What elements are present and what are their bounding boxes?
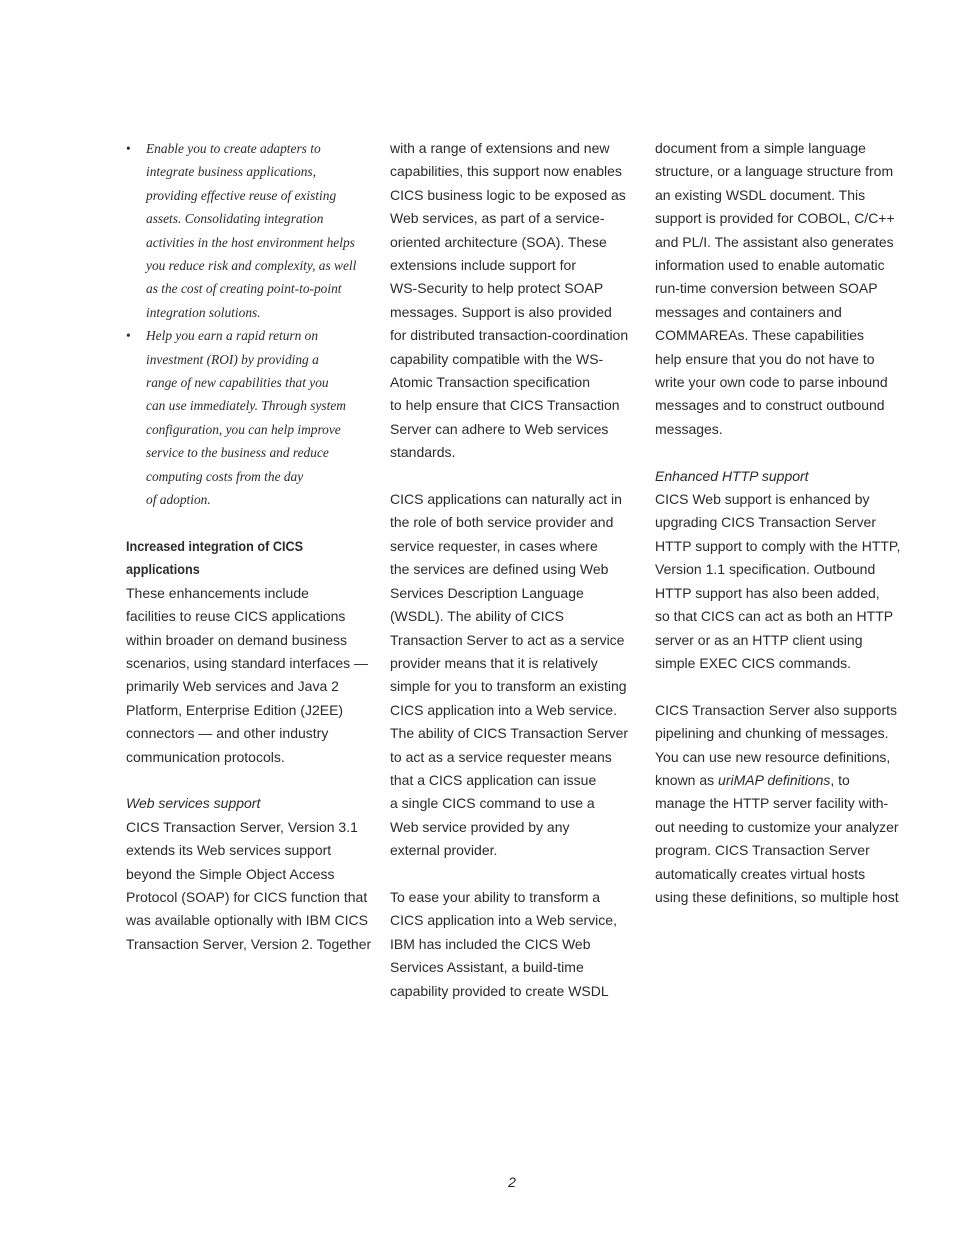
benefits-bullet-list: [126, 137, 374, 512]
bullet-item: [126, 137, 374, 324]
column-3: [655, 137, 905, 909]
section-paragraph: These enhancements include facilities to reuse CICS applications within broader on demand business scenarios, using standard interfaces — primarily Web services and Java 2 Platform, Enterprise Edition (J2EE) connectors — and other industry communication protocols.: [126, 584, 369, 765]
web-services-heading: Web services support: [126, 795, 261, 812]
bullet-dot-icon: •: [126, 141, 131, 156]
page-number: 2: [508, 1174, 516, 1190]
urimap-term: uriMAP definitions: [718, 771, 831, 788]
paragraph-text: CICS Transaction Server also supports pipelining and chunking of messages. You can use new resource definitions, known as: [655, 701, 897, 788]
column-1: [126, 137, 374, 956]
paragraph: document from a simple language structure, or a language structure from an existing WSDL document. This support is provided for COBOL, C/C++ and PL/I. The assistant also generates information used to enable automatic run-time conversion between SOAP messages and containers and COMMAREAs. These capabilities help ensure that you do not have to write your own code to parse inbound messages and to construct outbound messages.: [655, 140, 895, 437]
http-support-paragraph: CICS Web support is enhanced by upgrading CICS Transaction Server HTTP support to comply with the HTTP, Version 1.1 specification. Outbound HTTP support has also been added, so that CICS can act as both an HTTP server or as an HTTP client using simple EXEC CICS commands.: [655, 491, 901, 671]
paragraph: CICS applications can naturally act in the role of both service provider and service requester, in cases where the services are defined using Web Services Description Language (WSDL). The ability of CICS Transaction Server to act as a service provider means that it is relatively simple for you to transform an existing CICS application into a Web service. The ability of CICS Transaction Server to act as a service requester means that a CICS application can issue a single CICS command to use a Web service provided by any external provider.: [390, 491, 629, 859]
bullet-item: [126, 324, 374, 511]
paragraph: To ease your ability to transform a CICS application into a Web service, IBM has included the CICS Web Services Assistant, a build-time capability provided to create WSDL: [390, 888, 617, 999]
bullet-text: Enable you to create adapters to integrate business applications, providing effective reuse of existing assets. Consolidating integration activities in the host environment helps you reduce risk and complexity, as well as the cost of creating point-to-point integration solutions.: [146, 141, 357, 320]
bullet-dot-icon: •: [126, 328, 131, 344]
bullet-text: Help you earn a rapid return on investment (ROI) by providing a range of new capabilities that you can use immediately. Through system configuration, you can help improve service to the business and reduce computing costs from the day of adoption.: [146, 328, 346, 508]
paragraph: [655, 699, 905, 910]
paragraph-text: , to manage the HTTP server facility with- out needing to customize your analyzer program. CICS Transaction Server automatically creates virtual hosts using these definitions, so multiple host: [655, 771, 899, 905]
section-heading: Increased integration of CICS applications: [126, 538, 304, 578]
column-2: [390, 137, 640, 1003]
paragraph: with a range of extensions and new capabilities, this support now enables CICS business logic to be exposed as Web services, as part of a service- oriented architecture (SOA). These extensions include support for WS-Security to help protect SOAP messages. Support is also provided for distributed transaction-coordination capability compatible with the WS- Atomic Transaction specification to help ensure that CICS Transaction Server can adhere to Web services standards.: [390, 140, 629, 461]
http-support-heading: Enhanced HTTP support: [655, 467, 809, 484]
web-services-paragraph: CICS Transaction Server, Version 3.1 extends its Web services support beyond the Simple Object Access Protocol (SOAP) for CICS function that was available optionally with IBM CICS Transaction Server, Version 2. Together: [126, 818, 372, 952]
